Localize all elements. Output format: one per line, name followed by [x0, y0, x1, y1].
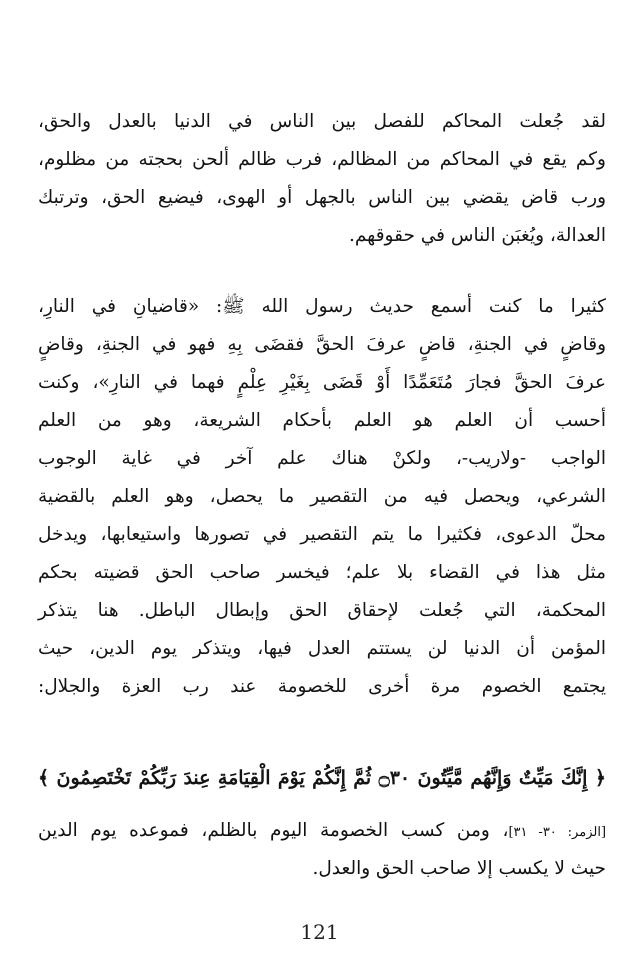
paragraph-line: يجتمع الخصوم مرة أخرى للخصومة عند رب العزة والجلال:	[38, 676, 606, 697]
page-number: 121	[300, 920, 339, 944]
paragraph-2	[38, 288, 606, 706]
paragraph-line: العدالة، ويُغبَن الناس في حقوقهم.	[348, 225, 606, 246]
paragraph-line: مثل هذا في القضاء بلا علم؛ فيخسر صاحب الحق قضيته بحكم	[38, 562, 606, 583]
paragraph-line: لقد جُعلت المحاكم للفصل بين الناس في الدنيا بالعدل والحق،	[38, 111, 606, 132]
paragraph-1	[38, 103, 606, 255]
closing-text	[38, 812, 606, 888]
closing-line-2: حيث لا يكسب إلا صاحب الحق والعدل.	[312, 858, 606, 879]
quran-verse: ﴿ إِنَّكَ مَيِّتٌ وَإِنَّهُم مَّيِّتُونَ ۝٣٠ ثُمَّ إِنَّكُمْ يَوْمَ الْقِيَامَةِ عِندَ رَبِّكُمْ تَخْتَصِمُونَ ﴾	[38, 767, 606, 789]
paragraph-line: كثيرا ما كنت أسمع حديث رسول الله ﷺ: «قاضيانِ في النارِ،	[38, 296, 606, 317]
paragraph-line: أحسب أن العلم هو العلم بأحكام الشريعة، وهو من العلم	[38, 410, 606, 431]
paragraph-line: عرفَ الحقَّ فجارَ مُتَعَمِّدًا أَوْ قَضَى بِغَيْرِ عِلْمٍ فهما في النارِ»، وكنت	[38, 372, 606, 393]
paragraph-line: وقاضٍ في الجنةِ، قاضٍ عرفَ الحقَّ فقضَى بِهِ فهو في الجنةِ، وقاضٍ	[38, 334, 606, 355]
verse-citation: [الزمر: ٣٠- ٣١]	[508, 825, 607, 840]
paragraph-line: الشرعي، ويحصل فيه من التقصير ما يحصل، وهو العلم بالقضية	[38, 486, 606, 507]
paragraph-line: المؤمن أن الدنيا لن يستتم العدل فيها، ويتذكر يوم الدين، حيث	[38, 638, 606, 659]
closing-line-1-text: ، ومن كسب الخصومة اليوم بالظلم، فموعده يوم الدين	[38, 820, 509, 841]
paragraph-line: ورب قاض يقضي بين الناس بالجهل أو الهوى، فيضيع الحق، وترتبك	[38, 187, 606, 208]
paragraph-line: محلّ الدعوى، فكثيرا ما يتم التقصير في تصورها واستيعابها، ويدخل	[38, 524, 606, 545]
paragraph-line: الواجب -ولاريب-، ولكنْ هناك علم آخر في غاية الوجوب	[38, 448, 606, 469]
paragraph-line: المحكمة، التي جُعلت لإحقاق الحق وإبطال الباطل. هنا يتذكر	[38, 600, 606, 621]
paragraph-line: وكم يقع في المحاكم من المظالم، فرب ظالم ألحن بحجته من مظلوم،	[38, 149, 606, 170]
closing-line-1	[38, 812, 606, 850]
